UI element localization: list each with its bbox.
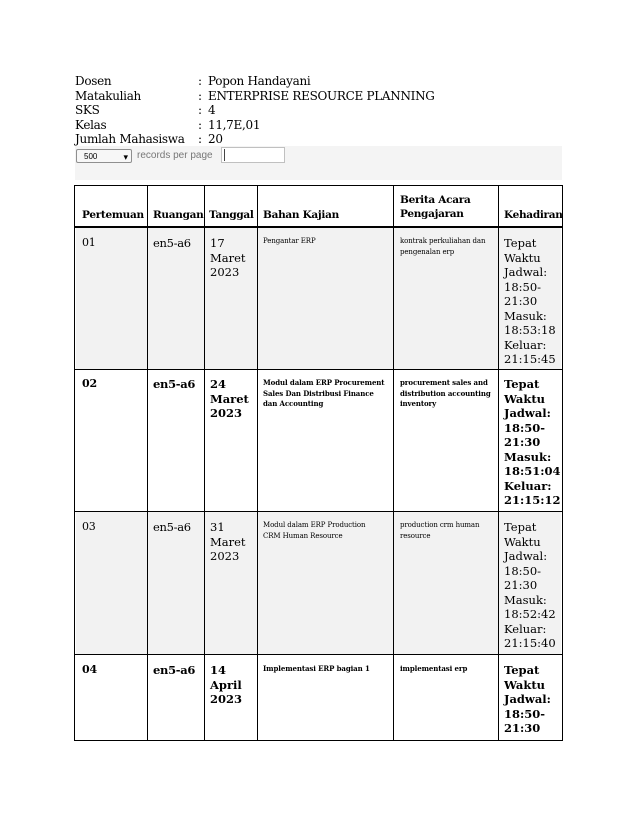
att-line: Masuk: xyxy=(504,308,547,323)
column-divider xyxy=(147,186,148,740)
header-berita-acara-line1: Berita Acara xyxy=(400,194,471,206)
att-line: 21:15:40 xyxy=(504,636,556,650)
chevron-down-icon: ▾ xyxy=(123,152,128,162)
att-line: 21:30 xyxy=(504,294,538,308)
info-separator: : xyxy=(198,88,202,103)
date-month: Maret xyxy=(210,391,249,406)
cell-pertemuan: 02 xyxy=(82,377,97,390)
cell-pertemuan: 03 xyxy=(82,520,96,533)
cell-tanggal xyxy=(210,377,254,421)
info-label: Dosen xyxy=(75,74,112,88)
date-month: Maret xyxy=(210,250,246,265)
att-line: Jadwal: xyxy=(504,265,548,279)
info-separator: : xyxy=(198,132,202,147)
info-row-matakuliah xyxy=(75,89,435,104)
info-value-dosen: Popon Handayani xyxy=(208,74,311,88)
att-line: 21:30 xyxy=(504,435,541,449)
info-separator: : xyxy=(198,103,202,118)
row-divider xyxy=(75,369,562,370)
column-divider xyxy=(498,186,499,740)
date-month: April xyxy=(210,677,242,692)
date-day: 17 xyxy=(210,236,225,250)
att-line: Waktu xyxy=(504,677,546,692)
cell-pertemuan: 01 xyxy=(82,236,96,249)
attendance-table xyxy=(74,185,563,741)
cell-berita-acara: implementasi erp xyxy=(400,664,468,673)
row-divider xyxy=(75,511,562,512)
att-line: Jadwal: xyxy=(504,406,551,420)
att-line: Tepat xyxy=(504,663,540,677)
info-label: Jumlah Mahasiswa xyxy=(75,132,185,147)
info-label: Matakuliah xyxy=(75,88,141,103)
att-line: Keluar: xyxy=(504,621,547,636)
att-line: Jadwal: xyxy=(504,549,548,563)
header-bahan-kajian[interactable]: Bahan Kajian xyxy=(263,209,339,221)
date-day: 31 xyxy=(210,520,225,534)
att-line: 21:30 xyxy=(504,578,538,592)
cell-berita-acara: production crm human resource xyxy=(400,521,480,540)
info-row-jumlah-mahasiswa xyxy=(75,132,435,147)
table-toolbar xyxy=(75,146,562,180)
header-tanggal[interactable]: Tanggal xyxy=(209,209,254,221)
header-berita-acara-line2: Pengajaran xyxy=(400,208,464,220)
header-kehadiran[interactable]: Kehadiran xyxy=(504,209,563,221)
info-row-sks xyxy=(75,103,435,118)
att-line: Jadwal: xyxy=(504,692,551,706)
info-label: Kelas xyxy=(75,117,107,132)
cell-ruangan: en5-a6 xyxy=(153,663,196,677)
course-info xyxy=(75,74,435,147)
info-value-kelas: 11,7E,01 xyxy=(208,117,261,132)
att-line: 21:15:45 xyxy=(504,352,556,366)
att-line: 21:30 xyxy=(504,721,541,735)
att-line: Masuk: xyxy=(504,592,547,607)
header-berita-acara[interactable] xyxy=(400,193,470,221)
att-line: Tepat xyxy=(504,520,537,534)
cell-ruangan: en5-a6 xyxy=(153,520,191,534)
info-row-dosen xyxy=(75,74,435,89)
att-line: 18:51:04 xyxy=(504,464,561,478)
records-per-page-label: records per page xyxy=(137,150,213,161)
att-line: Waktu xyxy=(504,250,541,265)
cell-bahan-kajian: Implementasi ERP bagian 1 xyxy=(263,664,370,673)
column-divider xyxy=(257,186,258,740)
cell-pertemuan: 04 xyxy=(82,663,97,676)
date-year: 2023 xyxy=(210,549,240,563)
cell-bahan-kajian: Modul dalam ERP Production CRM Human Resource xyxy=(263,521,366,540)
records-per-page-select[interactable] xyxy=(76,149,132,163)
att-line: Keluar: xyxy=(504,478,552,493)
date-year: 2023 xyxy=(210,265,240,279)
cell-kehadiran xyxy=(504,377,562,508)
att-line: Masuk: xyxy=(504,449,552,464)
column-divider xyxy=(393,186,394,740)
records-per-page-value: 500 xyxy=(84,152,98,161)
cell-bahan-kajian: Modul dalam ERP Procurement Sales Dan Distribusi Finance dan Accounting xyxy=(263,378,385,408)
cell-kehadiran xyxy=(504,520,562,651)
info-row-kelas xyxy=(75,118,435,133)
cell-bahan-kajian: Pengantar ERP xyxy=(263,237,316,245)
cell-kehadiran xyxy=(504,663,562,736)
date-day: 14 xyxy=(210,663,227,677)
header-pertemuan[interactable]: Pertemuan xyxy=(82,209,144,221)
att-line: Keluar: xyxy=(504,337,547,352)
att-line: Waktu xyxy=(504,391,546,406)
date-month: Maret xyxy=(210,534,246,549)
cell-ruangan: en5-a6 xyxy=(153,236,191,250)
header-ruangan[interactable]: Ruangan xyxy=(153,209,204,221)
date-year: 2023 xyxy=(210,692,243,706)
att-line: 21:15:12 xyxy=(504,493,561,507)
search-input[interactable] xyxy=(221,147,285,163)
att-line: 18:52:42 xyxy=(504,607,556,621)
att-line: 18:53:18 xyxy=(504,323,556,337)
info-value-jumlah-mahasiswa: 20 xyxy=(208,132,223,147)
info-value-sks: 4 xyxy=(208,103,216,118)
info-label: SKS xyxy=(75,103,100,118)
cell-ruangan: en5-a6 xyxy=(153,377,196,391)
row-divider xyxy=(75,654,562,655)
cell-kehadiran xyxy=(504,236,562,367)
cell-tanggal xyxy=(210,236,254,280)
cell-tanggal xyxy=(210,663,254,707)
att-line: Tepat xyxy=(504,377,540,391)
att-line: 18:50- xyxy=(504,563,542,578)
cell-berita-acara: kontrak perkuliahan dan pengenalan erp xyxy=(400,237,486,256)
date-day: 24 xyxy=(210,377,227,391)
att-line: Tepat xyxy=(504,236,537,250)
info-value-matakuliah: ENTERPRISE RESOURCE PLANNING xyxy=(208,88,435,103)
cell-tanggal xyxy=(210,520,254,564)
column-divider xyxy=(204,186,205,740)
info-separator: : xyxy=(198,74,202,88)
header-divider xyxy=(75,226,562,228)
date-year: 2023 xyxy=(210,406,243,420)
att-line: 18:50- xyxy=(504,420,546,435)
cell-berita-acara: procurement sales and distribution accounting inventory xyxy=(400,378,491,408)
att-line: 18:50- xyxy=(504,279,542,294)
att-line: 18:50- xyxy=(504,706,546,721)
att-line: Waktu xyxy=(504,534,541,549)
info-separator: : xyxy=(198,117,202,132)
